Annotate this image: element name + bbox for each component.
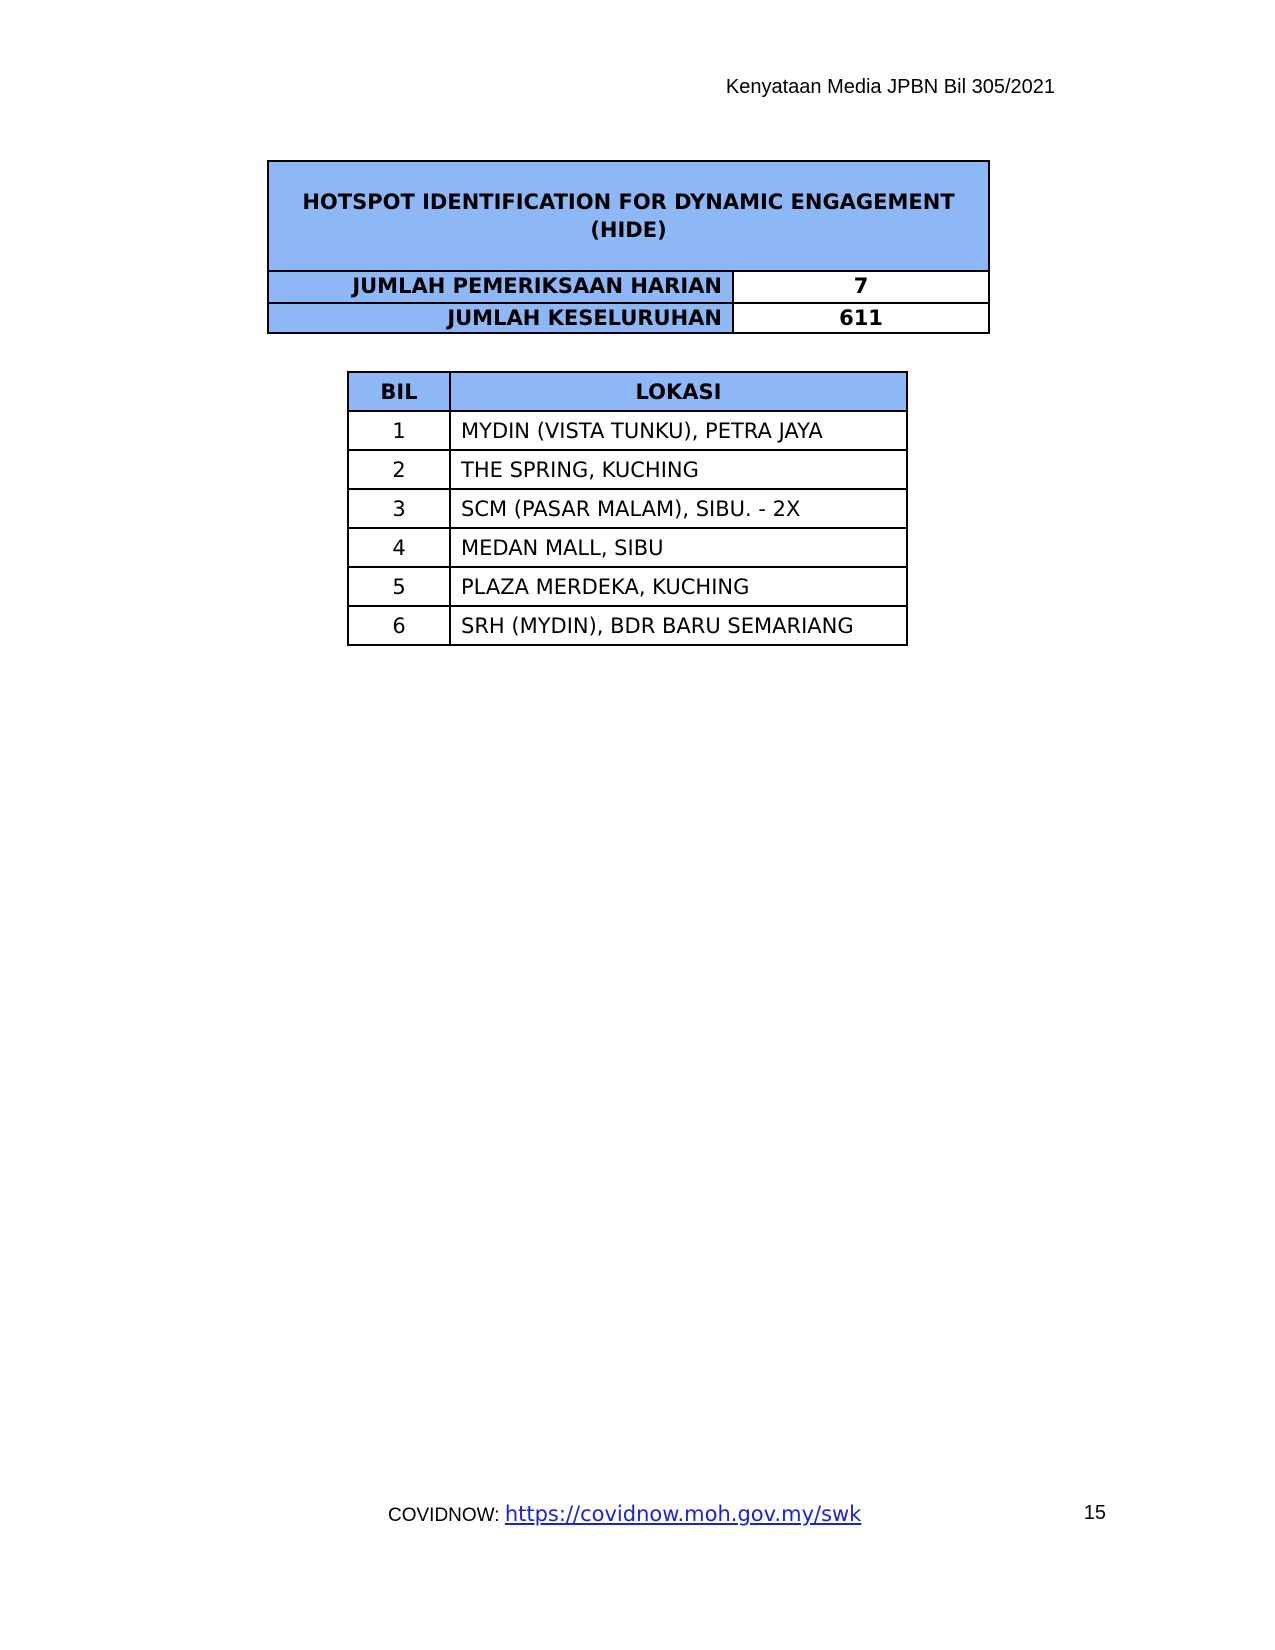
summary-label: JUMLAH KESELURUHAN (269, 304, 734, 332)
summary-title-line2: (HIDE) (590, 218, 667, 242)
row-number: 4 (348, 528, 450, 567)
row-number: 5 (348, 567, 450, 606)
row-location: THE SPRING, KUCHING (450, 450, 907, 489)
row-location: MYDIN (VISTA TUNKU), PETRA JAYA (450, 411, 907, 450)
summary-row-daily (269, 272, 988, 302)
table-row (348, 528, 907, 567)
table-row (348, 567, 907, 606)
row-location: MEDAN MALL, SIBU (450, 528, 907, 567)
summary-title-line1: HOTSPOT IDENTIFICATION FOR DYNAMIC ENGAGEMENT (302, 190, 955, 214)
summary-label: JUMLAH PEMERIKSAAN HARIAN (269, 272, 734, 302)
hide-summary-table (267, 160, 990, 334)
row-location: SCM (PASAR MALAM), SIBU. - 2X (450, 489, 907, 528)
footer-label: COVIDNOW: (388, 1505, 505, 1526)
column-header-bil: BIL (348, 372, 450, 411)
table-row (348, 450, 907, 489)
document-reference: Kenyataan Media JPBN Bil 305/2021 (725, 76, 1055, 98)
row-location: PLAZA MERDEKA, KUCHING (450, 567, 907, 606)
summary-row-total (269, 302, 988, 332)
column-header-lokasi: LOKASI (450, 372, 907, 411)
table-row (348, 489, 907, 528)
page-number: 15 (1083, 1502, 1106, 1524)
row-number: 3 (348, 489, 450, 528)
summary-title (269, 162, 988, 272)
location-table-header (348, 372, 907, 411)
row-number: 6 (348, 606, 450, 645)
summary-value: 7 (853, 274, 869, 298)
row-location: SRH (MYDIN), BDR BARU SEMARIANG (450, 606, 907, 645)
row-number: 1 (348, 411, 450, 450)
footer (388, 1502, 861, 1527)
row-number: 2 (348, 450, 450, 489)
summary-value: 611 (839, 306, 883, 330)
table-row (348, 606, 907, 645)
table-row (348, 411, 907, 450)
location-table (347, 371, 908, 646)
covidnow-link[interactable]: https://covidnow.moh.gov.my/swk (504, 1502, 862, 1526)
